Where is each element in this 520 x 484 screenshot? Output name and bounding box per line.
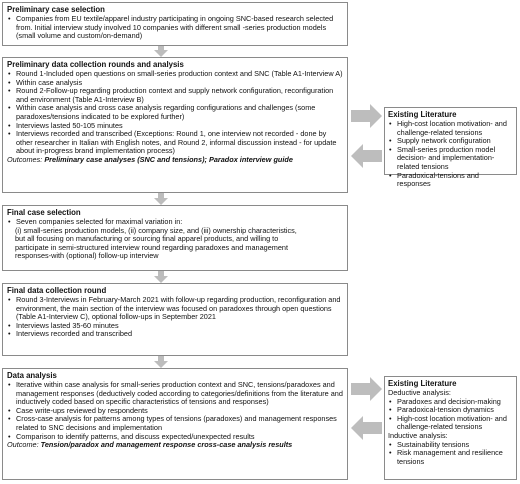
list-item: • Round 3-Interviews in February-March 2021 with follow-up regarding production, reconfiguration and environment, the main section of the interview was focused on paradoxes through open questions (Table A1-Interview C), optional follow-ups in September 2021 [16, 296, 343, 322]
deductive-label: Deductive analysis: [388, 388, 451, 397]
existing-literature-box-2 [384, 376, 517, 480]
box-title: Final case selection [7, 208, 81, 217]
preliminary-case-selection-box [2, 2, 348, 46]
list-item: • Round 1-Included open questions on small-series production context and SNC (Table A1-Interview A) [16, 70, 343, 79]
list-item: • Interviews lasted 35-60 minutes [16, 322, 343, 331]
box-title: Preliminary data collection rounds and analysis [7, 60, 184, 69]
sub-line: but all focusing on manufacturing or sourcing final apparel products, and willing to [15, 234, 279, 244]
list-item: • Paradoxes and decision-making [397, 398, 513, 407]
list-item: • Companies from EU textile/apparel industry participating in ongoing SNC-based research selected from. Initial interview study involved 10 companies with different small -series production models (small volume and custom/on-demand) [16, 15, 343, 41]
final-case-selection-box [2, 205, 348, 271]
list-item: • Sustainability tensions [397, 441, 513, 450]
arrow-right-2 [351, 377, 382, 401]
list-item: • Small-series production model decision- and implementation-related tensions [397, 146, 513, 172]
data-analysis-box [2, 368, 348, 480]
box-title: Data analysis [7, 371, 57, 380]
preliminary-data-collection-box [2, 57, 348, 193]
arrow-down-4 [154, 356, 168, 368]
outcome-text: Preliminary case analyses (SNC and tensions); Paradox interview guide [44, 154, 293, 164]
outcome-line [7, 441, 343, 450]
list-item: • Comparison to identify patterns, and discuss expected/unexpected results [16, 433, 343, 442]
list-item: • Interviews recorded and transcribed [16, 330, 343, 339]
list-item: • Seven companies selected for maximal variation in: [16, 218, 343, 227]
arrow-down-2 [154, 193, 168, 205]
box-title: Preliminary case selection [7, 5, 105, 14]
final-data-collection-box [2, 283, 348, 356]
outcome-label: Outcomes: [7, 154, 43, 164]
inductive-label: Inductive analysis: [388, 430, 448, 440]
box-title: Existing Literature [388, 379, 457, 388]
existing-literature-box-1 [384, 107, 517, 189]
sub-line: participate in semi-structured interview round regarding paradoxes and management [15, 242, 288, 252]
arrow-down-3 [154, 271, 168, 283]
list-item: • Cross-case analysis for patterns among types of tensions (paradoxes) and management responses related to SNC decisions and implementation [16, 415, 343, 432]
list-item: • Risk management and resilience tensions [397, 449, 513, 466]
sub-line: responses-with (optional) follow-up interview [15, 251, 159, 261]
list-item: • Iterative within case analysis for small-series production context and SNC, tensions/paradoxes and management responses (deductively coded according to categories/definitions from the literature and inductively coded based on specific characteristics of tensions and responses) [16, 381, 343, 407]
list-item: • Paradoxical-tension dynamics [397, 406, 513, 415]
list-item: • High-cost location motivation- and challenge-related tensions [397, 415, 513, 432]
outcome-line [7, 156, 343, 165]
arrow-left-2 [351, 416, 382, 440]
list-item: • Round 2-Follow-up regarding production context and supply network configuration, reconfiguration and environment (Table A1-Interview B) [16, 87, 343, 104]
box-title: Final data collection round [7, 286, 107, 295]
outcome-text: Tension/paradox and management response cross-case analysis results [40, 440, 293, 450]
list-item: • Interviews recorded and transcribed (Exceptions: Round 1, one interview not recorded - done by other researcher in Italian with English notes, and Round 2, informal discussion instead - for update about in-progress brand implementation process) [16, 130, 343, 156]
list-item: • Supply network configuration [397, 137, 513, 146]
arrow-right-1 [351, 104, 382, 128]
list-item: • High-cost location motivation- and challenge-related tensions [397, 120, 513, 137]
list-item: • Within case analysis and cross case analysis regarding configurations and challenges (some paradoxes/tensions indicated to be explored further) [16, 104, 343, 121]
sub-line: (i) small-series production models, (ii) company size, and (iii) ownership characteristics, [15, 225, 297, 235]
list-item: • Interviews lasted 50-105 minutes [16, 122, 343, 131]
arrow-down-1 [154, 46, 168, 57]
list-item: • Within case analysis [16, 79, 343, 88]
list-item: • Paradoxical-tensions and responses [397, 172, 513, 189]
box-title: Existing Literature [388, 110, 457, 119]
outcome-label: Outcome: [7, 440, 39, 450]
list-item: • Case write-ups reviewed by respondents [16, 407, 343, 416]
arrow-left-1 [351, 144, 382, 168]
